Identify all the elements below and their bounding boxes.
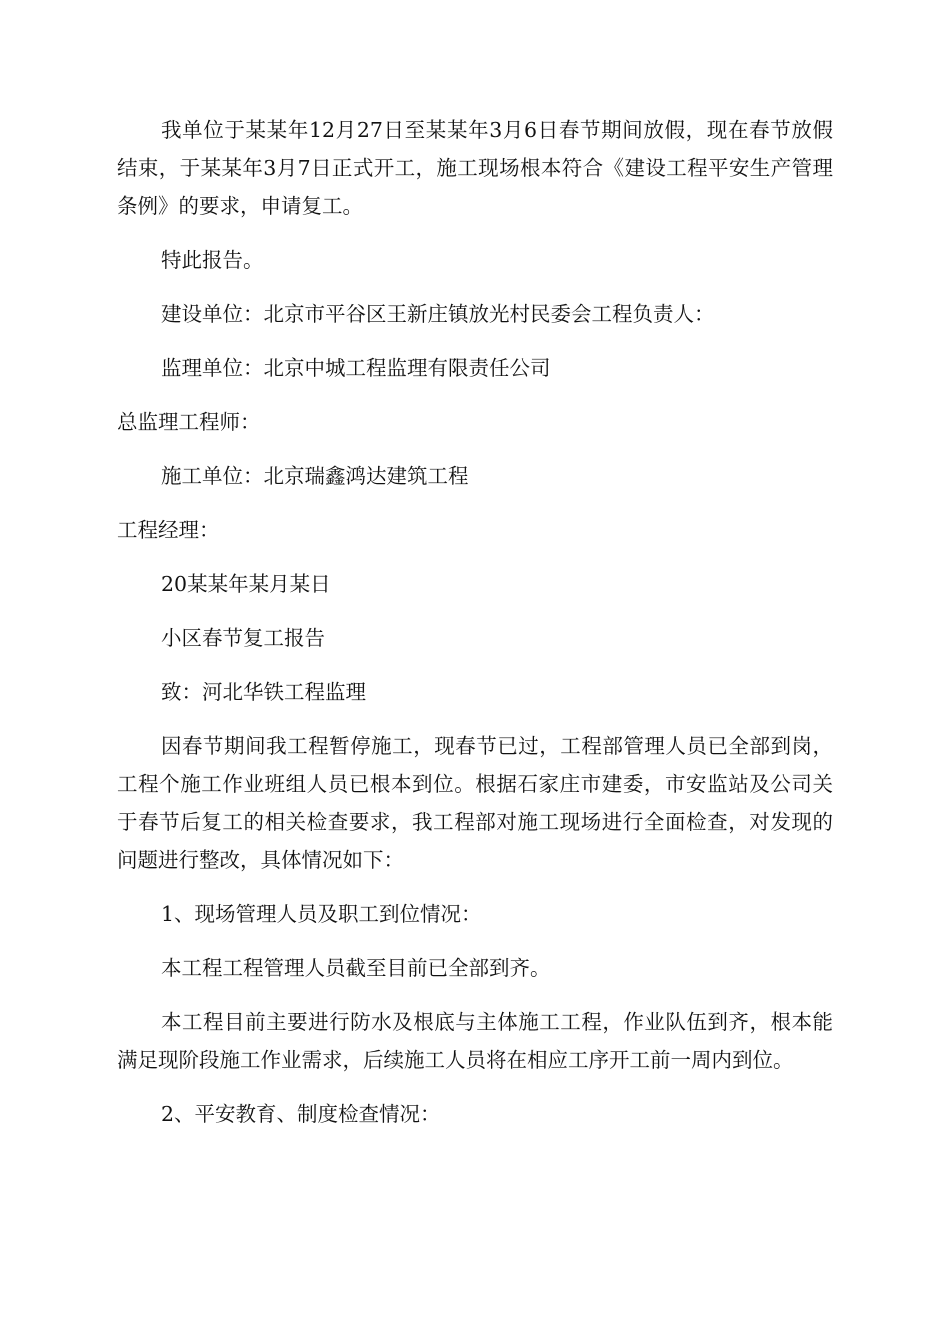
document-page (117, 111, 833, 1133)
paragraph-date: 20某某年某月某日 (161, 572, 331, 596)
paragraph-resumption-request: 我单位于某某年12月27日至某某年3月6日春节期间放假，现在春节放假结束，于某某年3月7日正式开工，施工现场根本符合《建设工程平安生产管理条例》的要求，申请复工。 (117, 118, 833, 218)
paragraph-contractor-unit: 施工单位：北京瑞鑫鸿达建筑工程 (161, 464, 469, 488)
paragraph-hereby-report: 特此报告。 (161, 248, 264, 272)
paragraph-section-1-heading: 1、现场管理人员及职工到位情况： (161, 902, 482, 926)
paragraph-report-title: 小区春节复工报告 (161, 626, 325, 650)
paragraph-construction-unit: 建设单位：北京市平谷区王新庄镇放光村民委会工程负责人： (161, 302, 715, 326)
paragraph-chief-supervisor: 总监理工程师： (117, 410, 261, 434)
paragraph-addressee: 致：河北华铁工程监理 (161, 680, 366, 704)
paragraph-staff-arrived: 本工程工程管理人员截至目前已全部到齐。 (161, 956, 551, 980)
paragraph-work-teams: 本工程目前主要进行防水及根底与主体施工工程，作业队伍到齐，根本能满足现阶段施工作业需求，后续施工人员将在相应工序开工前一周内到位。 (117, 1010, 833, 1072)
paragraph-project-manager: 工程经理： (117, 518, 220, 542)
paragraph-situation: 因春节期间我工程暂停施工，现春节已过，工程部管理人员已全部到岗，工程个施工作业班组人员已根本到位。根据石家庄市建委，市安监站及公司关于春节后复工的相关检查要求，我工程部对施工现场进行全面检查，对发现的问题进行整改，具体情况如下： (117, 734, 833, 872)
paragraph-supervision-unit: 监理单位：北京中城工程监理有限责任公司 (161, 356, 551, 380)
paragraph-section-2-heading: 2、平安教育、制度检查情况： (161, 1102, 441, 1126)
